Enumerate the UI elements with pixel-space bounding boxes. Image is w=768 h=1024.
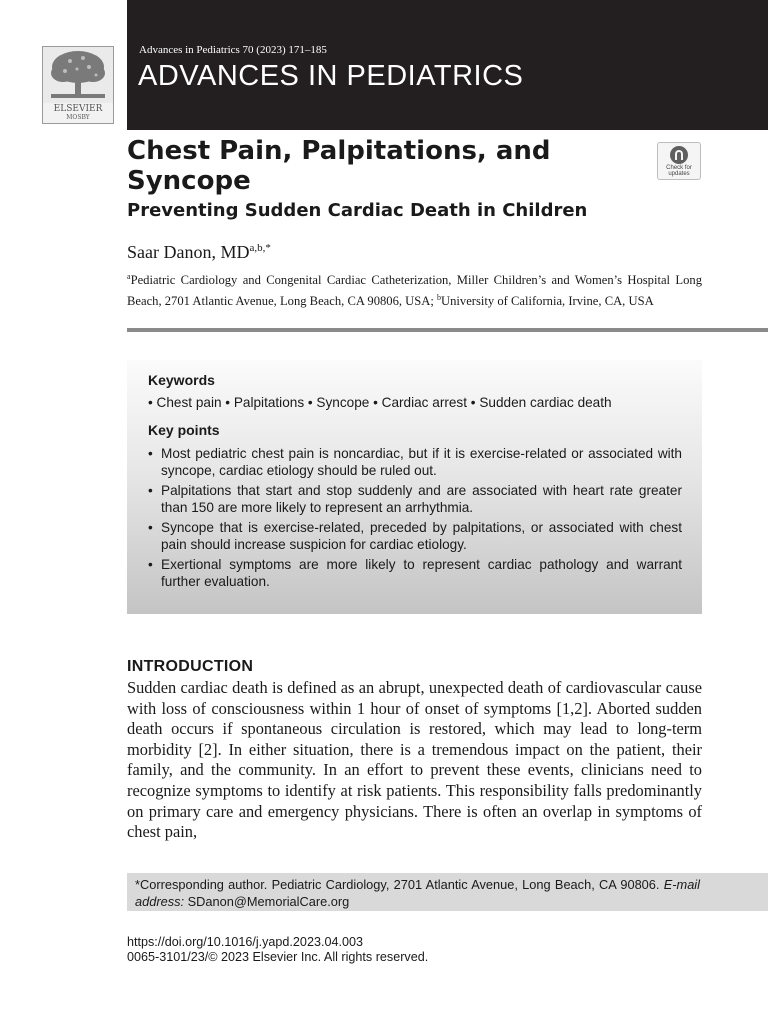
footnote-email-label: E-mail address: — [135, 877, 700, 909]
footnote-text: *Corresponding author. Pediatric Cardiology, 2701 Atlantic Avenue, Long Beach, CA 90806. — [135, 877, 664, 892]
article-title: Chest Pain, Palpitations, and Syncope — [127, 136, 551, 196]
check-updates-icon — [670, 146, 688, 164]
introduction-body: Sudden cardiac death is defined as an abrupt, unexpected death of cardiovascular cause with loss of consciousness within 1 hour of onset of symptoms [1,2]. Aborted sudden death occurs if spontaneous circulation is restored, which may lead to long-term morbidity [2]. In either situation, there is a tremendous impact on the patient, their family, and the community. In an effort to prevent these events, clinicians need to recognize symptoms to identify at risk patients. This responsibility falls predominantly on primary care and emergency physicians. There is often an overlap in symptoms of chest pain, — [127, 678, 702, 842]
key-point-item: • Syncope that is exercise-related, preceded by palpitations, or associated with chest pain should increase suspicion for cardiac etiology. — [148, 519, 682, 553]
affil-b-text: University of California, Irvine, CA, USA — [441, 294, 654, 309]
affil-a-mark: a — [127, 272, 131, 281]
affil-a-text: Pediatric Cardiology and Congenital Cardiac Catheterization, Miller Children’s and Women’s Hospital Long Beach, 2701 Atlantic Avenue, Long Beach, CA 90806, USA; — [127, 273, 702, 309]
article-subtitle: Preventing Sudden Cardiac Death in Children — [127, 200, 588, 221]
journal-citation: Advances in Pediatrics 70 (2023) 171–185 — [139, 44, 327, 56]
author-line — [127, 242, 271, 263]
section-divider — [127, 328, 768, 332]
keywords-heading: Keywords — [148, 372, 215, 388]
key-points-heading: Key points — [148, 422, 220, 438]
key-point-item: • Most pediatric chest pain is noncardiac, but if it is exercise-related or associated with syncope, cardiac etiology should be ruled out. — [148, 445, 682, 479]
check-for-updates-button[interactable] — [657, 142, 701, 180]
key-points-box — [127, 360, 702, 614]
key-point-item: • Exertional symptoms are more likely to represent cardiac pathology and warrant further evaluation. — [148, 556, 682, 590]
author-name: Saar Danon, MD — [127, 242, 250, 262]
keywords-list: • Chest pain • Palpitations • Syncope • Cardiac arrest • Sudden cardiac death — [148, 395, 612, 410]
author-marks: a,b,* — [249, 242, 271, 254]
key-points-list — [148, 445, 682, 590]
copyright-line: 0065-3101/23/© 2023 Elsevier Inc. All rights reserved. — [127, 950, 429, 964]
footer-info — [127, 935, 428, 965]
logo-imprint: MOSBY — [66, 114, 90, 121]
corresponding-author-footnote — [127, 873, 768, 911]
check-updates-line2: updates — [668, 171, 690, 177]
journal-name: ADVANCES IN PEDIATRICS — [138, 60, 524, 92]
tree-icon — [43, 47, 113, 103]
elsevier-logo — [42, 46, 114, 124]
key-point-item: • Palpitations that start and stop suddenly and are associated with heart rate greater than 150 are more likely to represent an arrhythmia. — [148, 482, 682, 516]
check-updates-line1: Check for — [666, 165, 692, 171]
footnote-email[interactable]: SDanon@MemorialCare.org — [184, 894, 350, 909]
affiliations — [127, 268, 702, 310]
introduction-heading: INTRODUCTION — [127, 658, 254, 675]
doi-link[interactable]: https://doi.org/10.1016/j.yapd.2023.04.003 — [127, 935, 363, 949]
affil-b-mark: b — [437, 293, 442, 303]
logo-publisher: ELSEVIER — [53, 104, 103, 114]
